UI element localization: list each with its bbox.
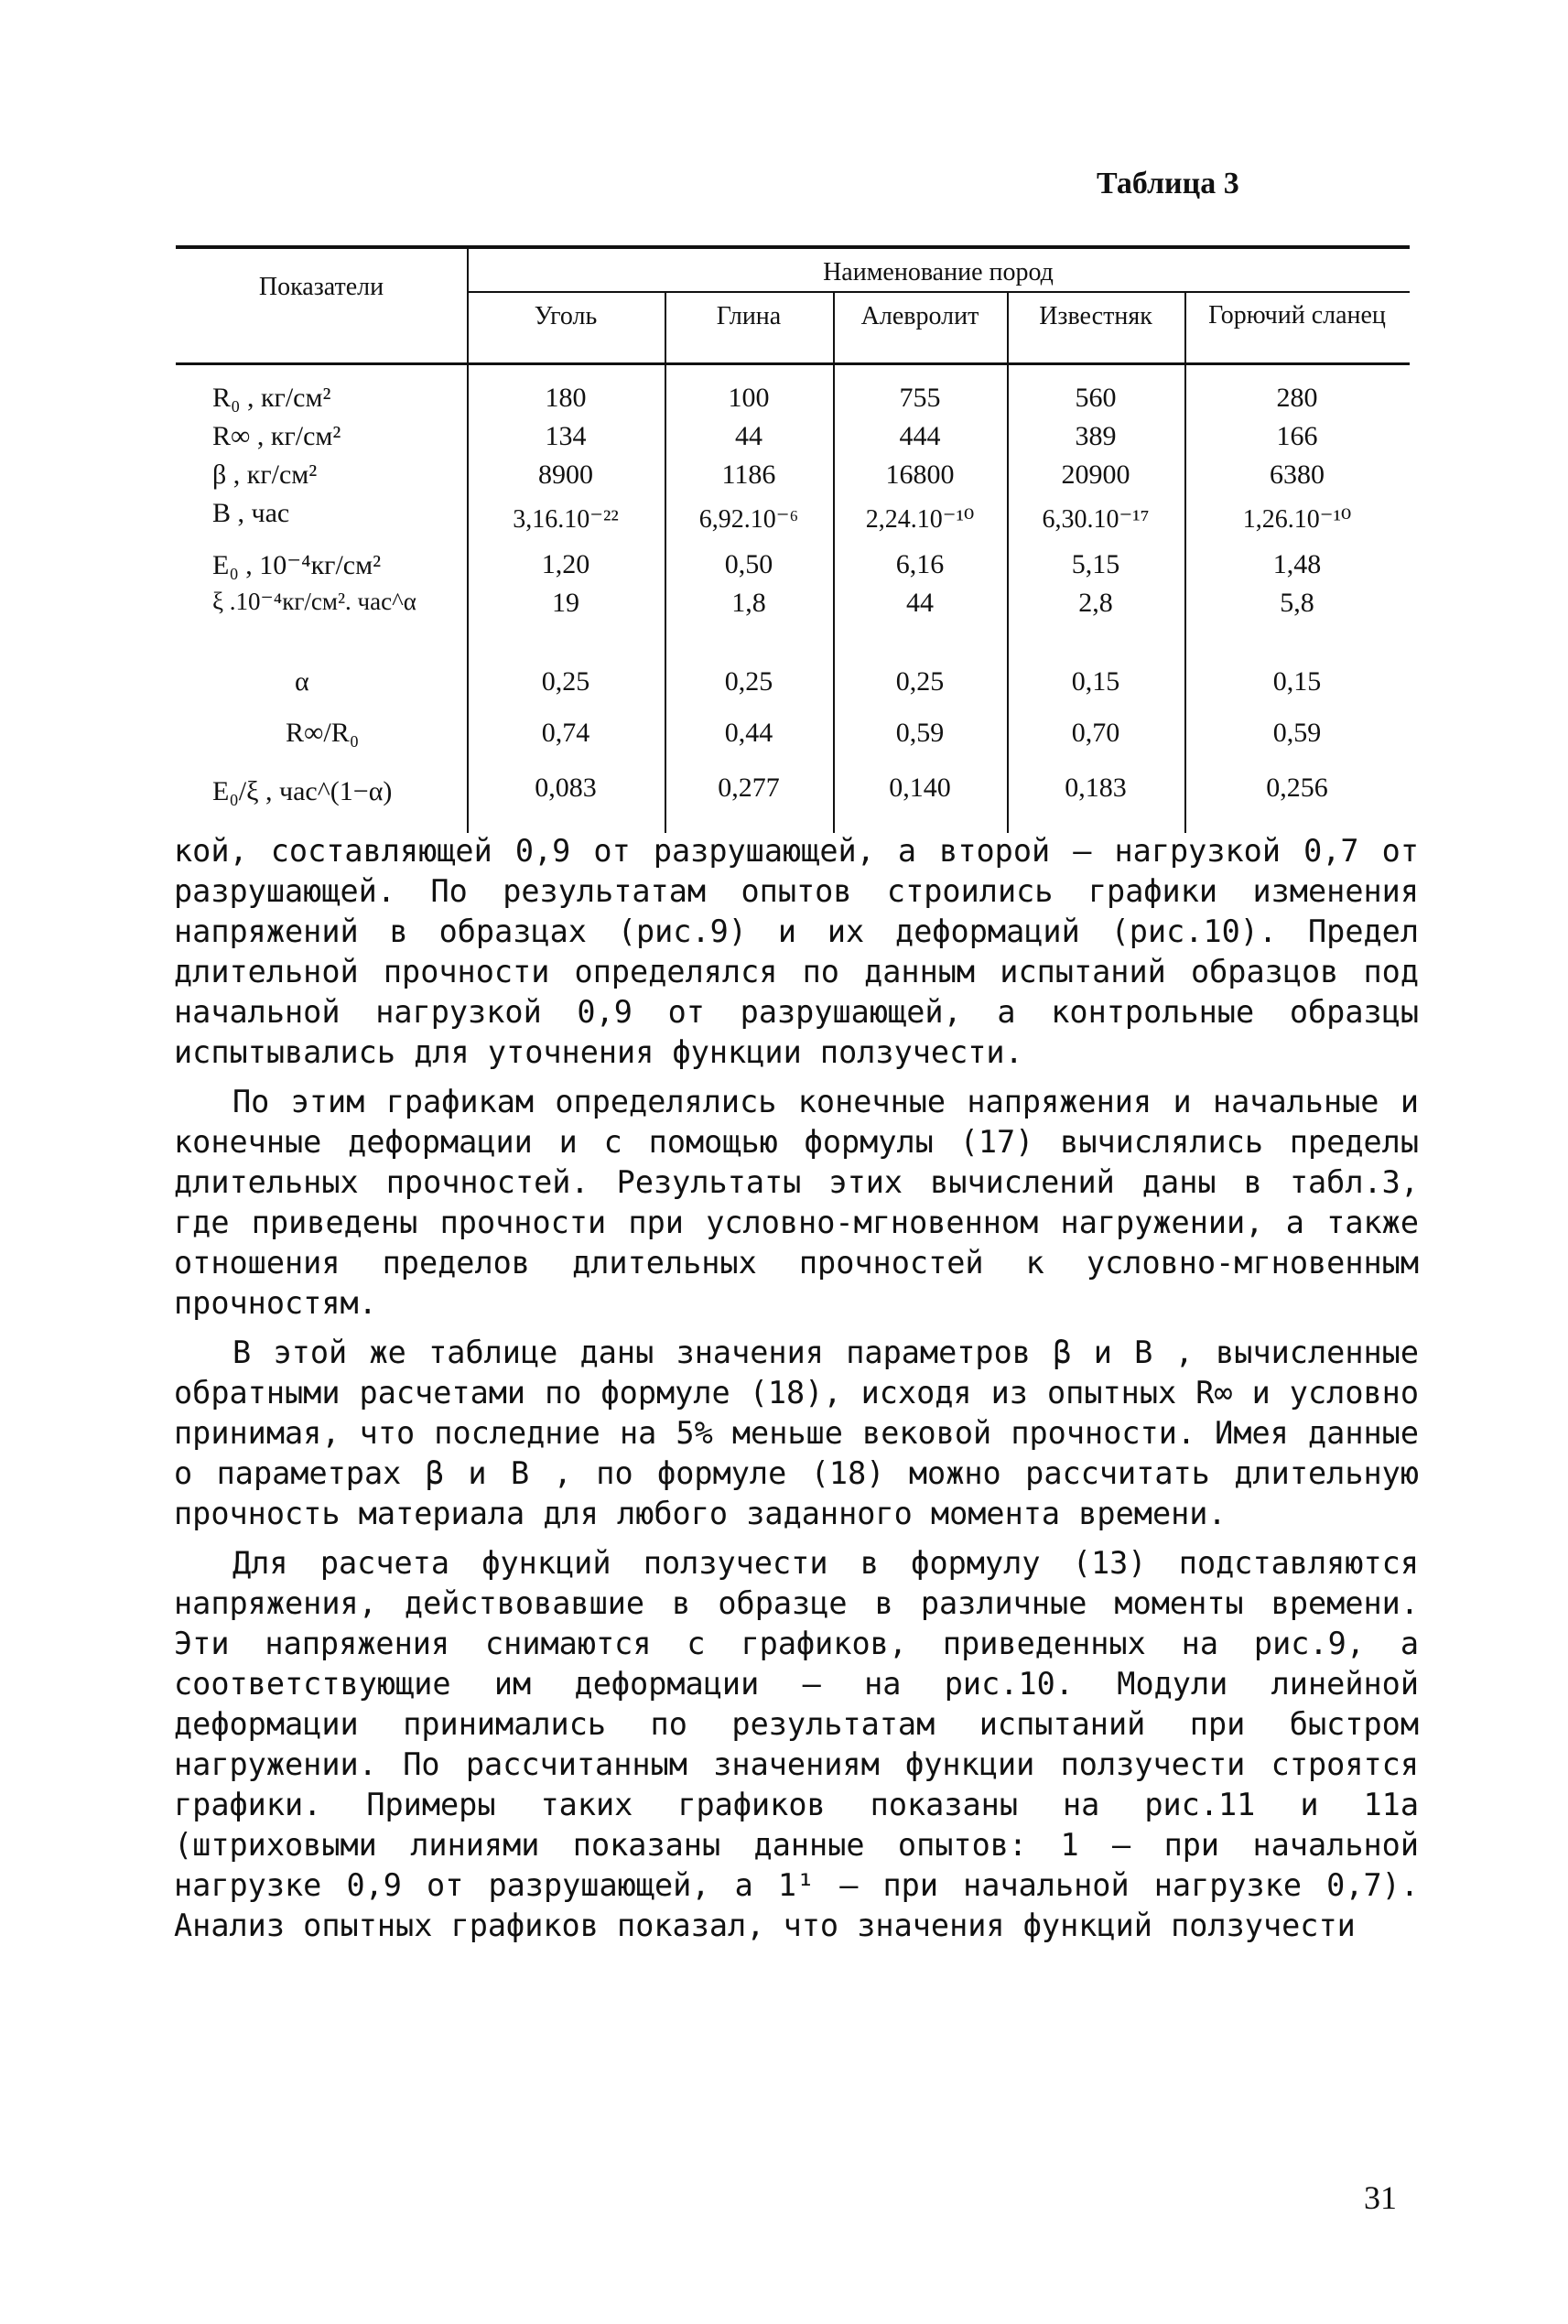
table-cell: 0,59: [895, 718, 945, 748]
group-header: Наименование пород: [823, 258, 1054, 286]
page-number: 31: [1364, 2179, 1397, 2216]
paragraph: кой, составляющей 0,9 от разрушающей, а второй – нагрузкой 0,7 от разрушающей. По результатам опытов строились графики изменения напряжений в образцах (рис.9) и их деформаций (рис.10). Предел длительной прочности определялся по данным испытаний образцов под начальной нагрузкой 0,9 от разрушающей, а контрольные образцы испытывались для уточнения функции ползучести.: [174, 833, 1419, 1070]
col-header-siltstone: Алевролит: [860, 302, 979, 330]
body-text: [174, 831, 1419, 1946]
col-header-limestone: Известняк: [1039, 302, 1152, 330]
paragraph: По этим графикам определялись конечные напряжения и начальные и конечные деформации и с помощью формулы (17) вычислялись пределы длительных прочностей. Результаты этих вычислений даны в табл.3, где приведены прочности при условно-мгновенном нагружении, а также отношения пределов длительных прочностей к условно-мгновенным прочностям.: [174, 1084, 1419, 1321]
col-header-coal: Уголь: [534, 302, 598, 330]
table-cell: 0,183: [1065, 773, 1127, 803]
row-label-e0: E₀ , 10⁻⁴кг/см²: [212, 550, 382, 580]
row-label-rinf: R∞ , кг/см²: [212, 421, 341, 451]
table-cell: 44: [906, 588, 934, 618]
row-label-b: B , час: [212, 498, 290, 528]
table-cell: 0,25: [895, 666, 945, 697]
table-cell: 20900: [1061, 459, 1130, 490]
group-header-rule: [467, 291, 1410, 293]
header-bottom-rule: [176, 362, 1410, 365]
table-cell: 444: [899, 421, 941, 451]
table-cell: 0,140: [889, 773, 951, 803]
table-cell: 755: [899, 383, 941, 413]
table-cell: 2,8: [1078, 588, 1113, 618]
table-top-rule: [176, 245, 1410, 249]
table-cell: 1,8: [731, 588, 766, 618]
row-label-r0: R₀ , кг/см²: [212, 383, 331, 413]
table-cell: 134: [545, 421, 587, 451]
table-cell: 6,16: [895, 549, 945, 579]
col-header-oil-shale: Горючий сланец: [1208, 301, 1386, 330]
row-label-e0-xi: E₀/ξ , час^(1−α): [212, 776, 393, 806]
table-cell: 1186: [721, 459, 776, 490]
table-cell: 5,8: [1280, 588, 1314, 618]
row-label-xi: ξ .10⁻⁴кг/см². час^α: [212, 588, 416, 615]
table-cell: 6,92.10⁻⁶: [698, 505, 799, 534]
table-cell: 0,44: [724, 718, 773, 748]
table-cell: 6380: [1270, 459, 1325, 490]
col-header-clay: Глина: [716, 302, 782, 330]
table-caption: Таблица 3: [1097, 167, 1239, 200]
table-cell: 166: [1276, 421, 1318, 451]
table-cell: 0,15: [1272, 666, 1322, 697]
table-cell: 6,30.10⁻¹⁷: [1042, 505, 1150, 534]
row-label-beta: β , кг/см²: [212, 459, 318, 490]
table-cell: 8900: [538, 459, 593, 490]
table-cell: 0,277: [718, 773, 780, 803]
table-cell: 3,16.10⁻²²: [513, 505, 619, 534]
paragraph: Для расчета функций ползучести в формулу (13) подставляются напряжения, действовавшие в образце в различные моменты времени. Эти напряжения снимаются с графиков, приведенных на рис.9, а соответствующие им деформации – на рис.10. Модули линейной деформации принимались по результатам испытаний при быстром нагружении. По рассчитанным значениям функции ползучести строятся графики. Примеры таких графиков показаны на рис.11 и 11а (штриховыми линиями показаны данные опытов: 1 – при начальной нагрузке 0,9 от разрушающей, а 1¹ – при начальной нагрузке 0,7). Анализ опытных графиков показал, что значения функций ползучести: [174, 1545, 1419, 1943]
table-cell: 0,256: [1266, 773, 1328, 803]
table-cell: 280: [1276, 383, 1318, 413]
table-cell: 560: [1075, 383, 1117, 413]
table-cell: 0,25: [541, 666, 590, 697]
table-cell: 0,59: [1272, 718, 1322, 748]
row-label-alpha: α: [295, 666, 309, 697]
table-cell: 44: [735, 421, 762, 451]
table-cell: 19: [552, 588, 579, 618]
table-cell: 180: [545, 383, 587, 413]
table-cell: 1,48: [1272, 549, 1322, 579]
table-cell: 100: [728, 383, 770, 413]
table-cell: 0,74: [541, 718, 590, 748]
table-cell: 0,083: [535, 773, 597, 803]
row-label-ratio: R∞/R₀: [286, 718, 360, 748]
table-cell: 5,15: [1071, 549, 1120, 579]
table-cell: 1,20: [541, 549, 590, 579]
paragraph: В этой же таблице даны значения параметров β и B , вычисленные обратными расчетами по формуле (18), исходя из опытных R∞ и условно принимая, что последние на 5% меньше вековой прочности. Имея данные о параметрах β и B , по формуле (18) можно рассчитать длительную прочность материала для любого заданного момента времени.: [174, 1335, 1419, 1531]
table-cell: 389: [1075, 421, 1117, 451]
table-cell: 0,50: [724, 549, 773, 579]
col-header-indicator: Показатели: [258, 273, 384, 301]
table-cell: 0,15: [1071, 666, 1120, 697]
table-cell: 0,25: [724, 666, 773, 697]
table-cell: 1,26.10⁻¹⁰: [1242, 505, 1352, 534]
table-cell: 16800: [885, 459, 955, 490]
table-cell: 0,70: [1071, 718, 1120, 748]
table-cell: 2,24.10⁻¹⁰: [865, 505, 975, 534]
